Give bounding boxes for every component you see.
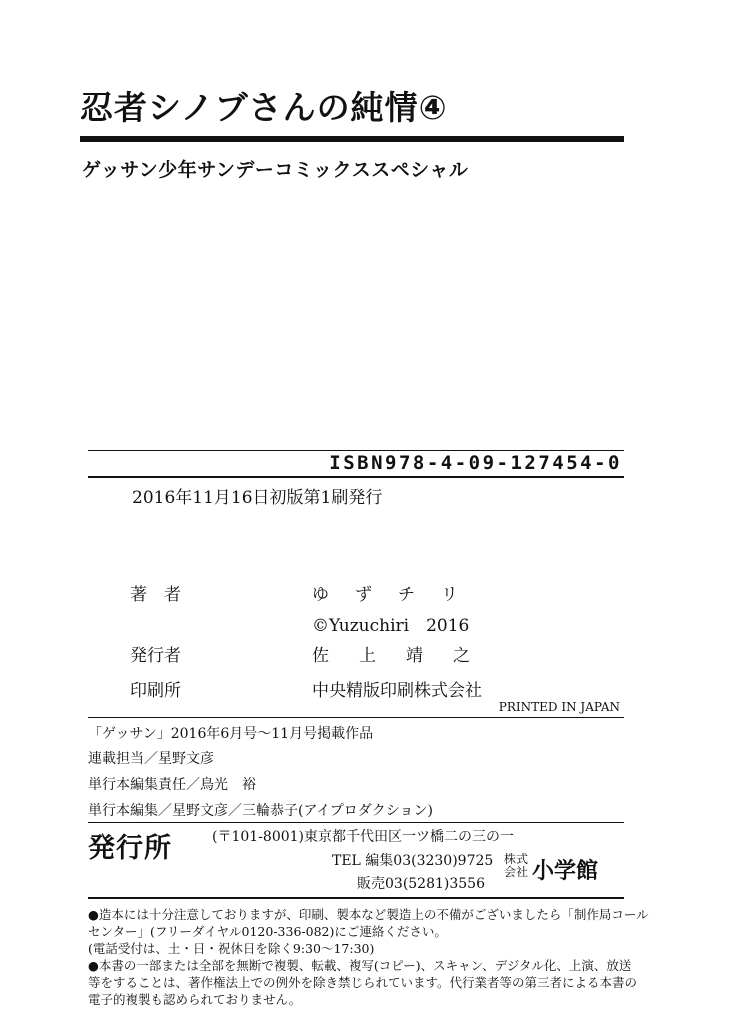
edition-date: 2016年11月16日初版第1刷発行 (132, 488, 383, 508)
company-prefix: 株式会社 (503, 852, 528, 879)
serial-editor: 連載担当／星野文彦 (88, 751, 214, 767)
author-label: 著 者 (130, 585, 181, 605)
note-line-5: 等をすることは、著作権法上での例外を除き禁じられています。代行業者等の第三者による本書の (88, 975, 638, 990)
copyright-notice: ©Yuzuchiri 2016 (312, 616, 470, 636)
note-line-1: ●造本には十分注意しておりますが、印刷、製本など製造上の不備がございましたら「制作局コール (88, 907, 649, 922)
publisher-address: (〒101-8001)東京都千代田区一ツ橋二の三の一 (212, 829, 515, 845)
tel-editorial: TEL 編集03(3230)9725 (332, 853, 494, 869)
isbn-top-rule (88, 450, 624, 451)
publisher-person-name: 佐上靖之 (312, 646, 500, 666)
tel-sales: 販売03(5281)3556 (357, 876, 485, 892)
series-name: ゲッサン少年サンデーコミックススペシャル (82, 159, 469, 181)
printer-label: 印刷所 (130, 681, 181, 701)
volume-editor-chief: 単行本編集責任／鳥光 裕 (88, 777, 256, 793)
colophon-bottom-rule (88, 717, 624, 718)
serialization-info: 「ゲッサン」2016年6月号～11月号掲載作品 (88, 726, 374, 742)
isbn-bottom-rule (88, 476, 624, 478)
publisher-logo: 小学館 (532, 859, 599, 884)
title-rule (80, 136, 624, 142)
printer-name: 中央精版印刷株式会社 (312, 681, 482, 701)
note-line-6: 電子的複製も認められておりません。 (88, 992, 302, 1007)
publisher-office-label: 発行所 (88, 833, 172, 864)
note-line-4: ●本書の一部または全部を無断で複製、転載、複写(コピー)、スキャン、デジタル化、上演、放送 (88, 958, 632, 973)
publisher-bottom-rule (88, 897, 624, 899)
note-line-3: (電話受付は、土・日・祝休日を除く9:30～17:30) (88, 941, 375, 956)
volume-editors: 単行本編集／星野文彦／三輪恭子(アイプロダクション) (88, 803, 433, 819)
book-title: 忍者シノブさんの純情④ (80, 88, 448, 127)
credits-bottom-rule (88, 822, 624, 823)
note-line-2: センター」(フリーダイヤル0120-336-082)にご連絡ください。 (88, 924, 447, 939)
publisher-person-label: 発行者 (130, 646, 181, 666)
author-name: ゆずチリ (312, 585, 484, 605)
printed-in-japan: PRINTED IN JAPAN (498, 700, 620, 714)
isbn-number: ISBN978-4-09-127454-0 (329, 452, 622, 474)
